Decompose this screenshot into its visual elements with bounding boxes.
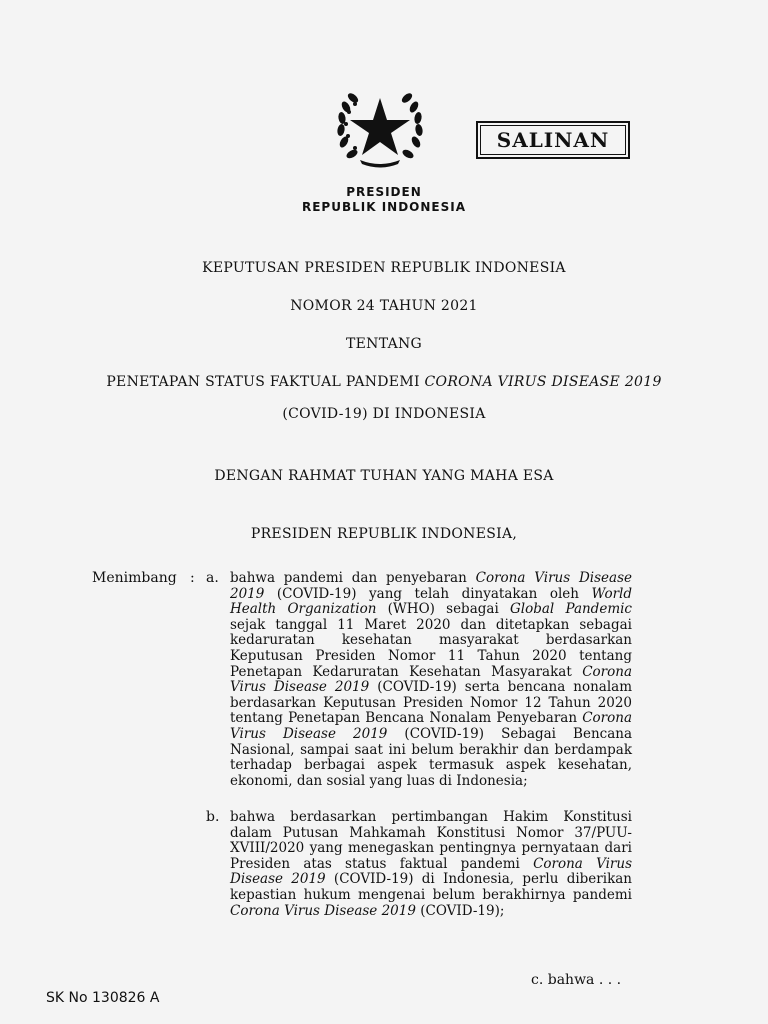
decree-title: KEPUTUSAN PRESIDEN REPUBLIK INDONESIA — [202, 260, 566, 276]
tentang-heading: TENTANG — [345, 336, 423, 352]
menimbang-label: Menimbang — [92, 570, 177, 586]
decree-subject-line1 — [60, 374, 708, 390]
next-page-catchword: c. bahwa . . . — [531, 972, 622, 988]
presiden-label: PRESIDEN — [346, 185, 422, 199]
item-b-letter: b. — [206, 809, 220, 825]
sk-number: SK No 130826 A — [46, 990, 160, 1006]
subject-italic: CORONA VIRUS DISEASE 2019 — [424, 374, 662, 390]
salinan-label: SALINAN — [496, 128, 610, 152]
decree-number: NOMOR 24 TAHUN 2021 — [290, 298, 478, 314]
rahmat-heading: DENGAN RAHMAT TUHAN YANG MAHA ESA — [214, 468, 554, 484]
garuda-star-emblem-icon — [330, 80, 430, 170]
salinan-stamp — [476, 121, 630, 159]
item-b-text: bahwa berdasarkan pertimbangan Hakim Konstitusi dalam Putusan Mahkamah Konstitusi Nomor 37/PUU-XVIII/2020 yang menegaskan pentingnya pernyataan dari Presiden atas status faktual pandemi Corona Virus Disease 2019 (COVID-19) di Indonesia, perlu diberikan kepastian hukum mengenai belum berakhirnya pandemi Corona Virus Disease 2019 (COVID-19); — [230, 809, 632, 919]
presiden-heading: PRESIDEN REPUBLIK INDONESIA, — [250, 526, 518, 542]
item-a-letter: a. — [206, 570, 219, 586]
item-a-text: bahwa pandemi dan penyebaran Corona Virus Disease 2019 (COVID-19) yang telah dinyatakan oleh World Health Organization (WHO) sebagai Global Pandemic sejak tanggal 11 Maret 2020 dan ditetapkan sebagai kedaruratan kesehatan masyarakat berdasarkan Keputusan Presiden Nomor 11 Tahun 2020 tentang Penetapan Kedaruratan Kesehatan Masyarakat Corona Virus Disease 2019 (COVID-19) serta bencana nonalam berdasarkan Keputusan Presiden Nomor 12 Tahun 2020 tentang Penetapan Bencana Nonalam Penyebaran Corona Virus Disease 2019 (COVID-19) Sebagai Bencana Nasional, sampai saat ini belum berakhir dan berdampak terhadap berbagai aspek termasuk aspek kesehatan, ekonomi, dan sosial yang luas di Indonesia; — [230, 570, 633, 789]
subject-text: PENETAPAN STATUS FAKTUAL PANDEMI — [106, 374, 425, 390]
menimbang-colon: : — [190, 570, 195, 586]
republik-indonesia-label: REPUBLIK INDONESIA — [301, 200, 466, 214]
decree-subject-line2: (COVID-19) DI INDONESIA — [282, 406, 486, 422]
